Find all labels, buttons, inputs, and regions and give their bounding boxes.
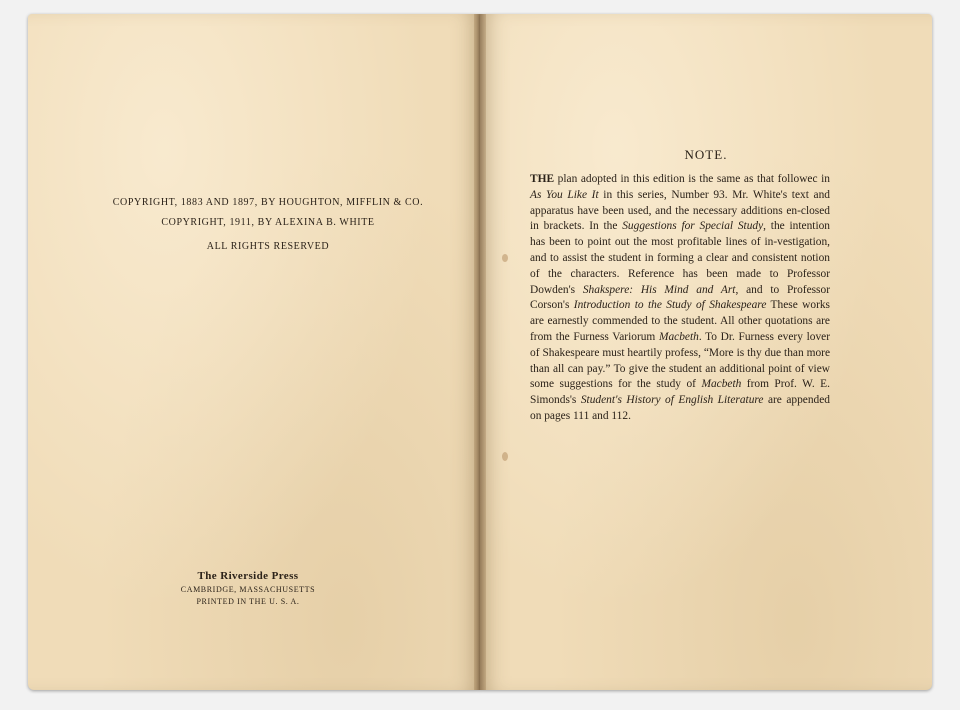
note-text-segment: Macbeth [658,330,699,343]
note-text-segment: Shakspere: His Mind and Art [582,283,736,296]
note-text-segment: , the intention has been to point out the most profitable lines of in-vestigation, and to assist the student in forming a clear and consistent notion of the characters. Reference has been made to Professor Dowden's [530,220,830,296]
note-text-segment: Introduction to the Study of Shakespeare [573,299,767,312]
note-text-segment: These works are earnestly commended to the student. All other quotations are from the Furness Variorum [530,299,830,343]
press-location: CAMBRIDGE, MASSACHUSETTS [180,585,316,594]
note-text-segment: , and to Professor Corson's [530,283,830,312]
note-text-segment: from Prof. W. E. Simonds's [530,378,830,407]
book-gutter [474,14,486,690]
note-text-segment: plan adopted in this edition is the same as that followec in [554,173,830,185]
press-printed: PRINTED IN THE U. S. A. [196,597,300,606]
note-text-segment: THE [530,173,555,185]
note-body [530,172,830,425]
note-text-segment: Macbeth [701,378,742,391]
note-text-segment: As You Like It [530,188,599,201]
copyright-line-2: COPYRIGHT, 1911, BY ALEXINA B. WHITE [161,217,375,228]
note-text-segment: are appended on pages 111 and 112. [530,394,830,422]
open-book [24,14,936,694]
note-text-segment: Student's History of English Literature [580,394,764,407]
note-text-segment: Suggestions for Special Study [622,220,764,233]
paper-stain [502,254,508,262]
left-page [28,14,480,690]
note-text-segment: in this series, Number 93. Mr. White's text and apparatus have been used, and the necessary additions en-closed in brackets. In the [530,188,830,233]
note-heading: NOTE. [684,147,728,162]
paper-stain [502,452,508,461]
press-name: The Riverside Press [197,570,299,582]
note-text-segment: . To Dr. Furness every lover of Shakespeare must heartily profess, “More is thy due than more than all can pay.” To give the student an additional point of view some suggestions for the study of [530,330,830,391]
copyright-line-1: COPYRIGHT, 1883 AND 1897, BY HOUGHTON, MIFFLIN & CO. [112,197,424,208]
rights-reserved: ALL RIGHTS RESERVED [206,241,330,252]
